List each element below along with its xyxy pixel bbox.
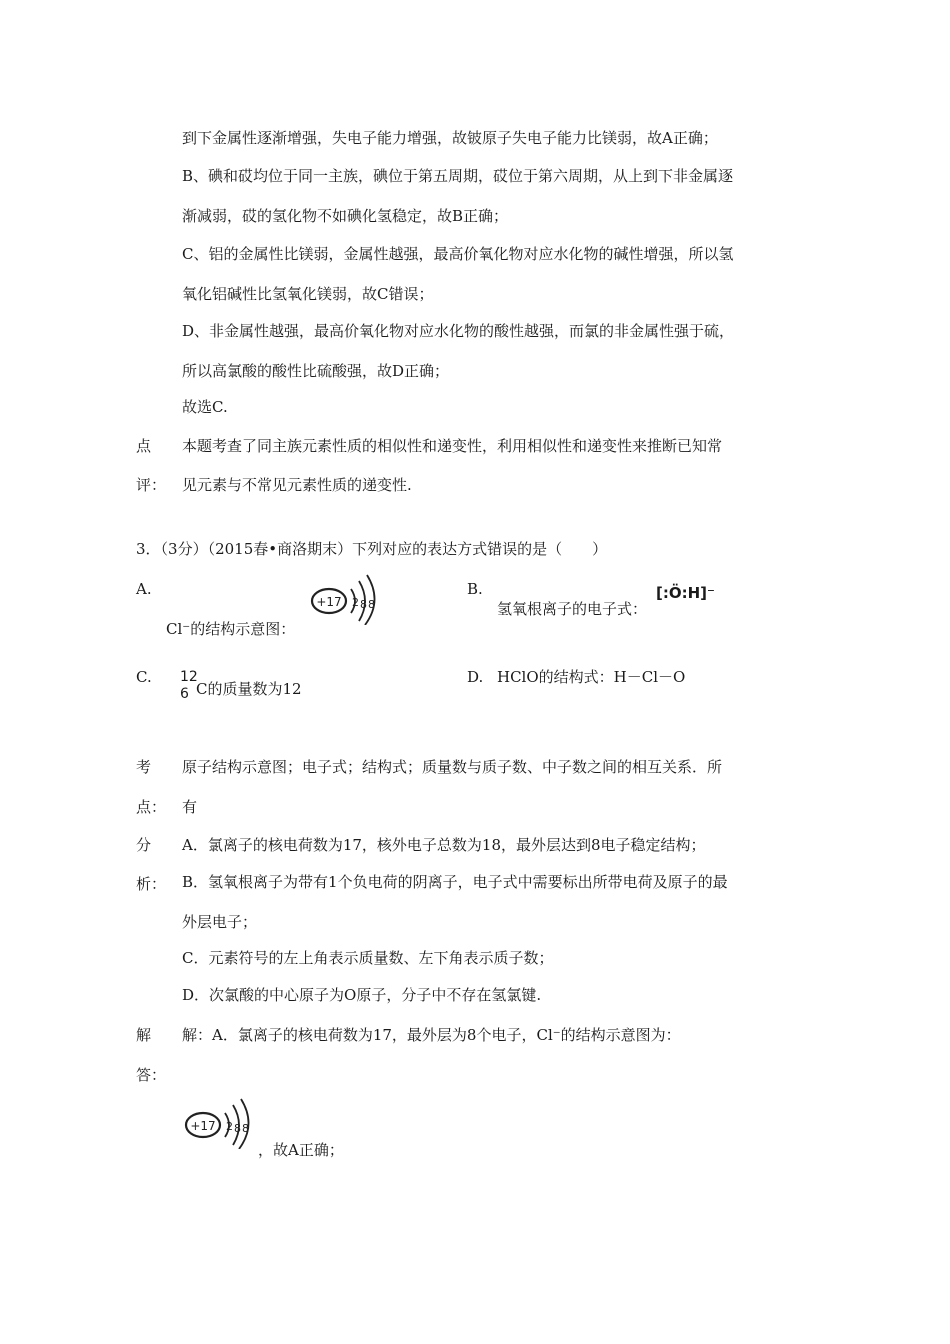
- shell-electrons: 8: [234, 1122, 241, 1135]
- prev-answer-line: 渐减弱，砹的氢化物不如碘化氢稳定，故B正确；: [182, 207, 509, 225]
- option-b-label: B.: [467, 580, 483, 598]
- solution-line: 解：A．氯离子的核电荷数为17，最外层为8个电子，Cl⁻的结构示意图为：: [182, 1026, 681, 1044]
- nucleus-charge: +17: [190, 1119, 216, 1133]
- prev-answer-line: B、碘和砹均位于同一主族，碘位于第五周期，砹位于第六周期，从上到下非金属逐: [182, 167, 734, 185]
- option-a-text: Cl⁻的结构示意图：: [166, 620, 296, 638]
- analysis-label: 分: [136, 836, 152, 854]
- option-a-label: A.: [136, 580, 152, 598]
- option-d-label: D.: [467, 668, 484, 686]
- solution-label: 解: [136, 1026, 152, 1044]
- shell-electrons: 8: [368, 598, 375, 611]
- nucleus-charge: +17: [316, 595, 342, 609]
- analysis-point-label: 点：: [136, 798, 167, 816]
- prev-answer-line: 到下金属性逐渐增强，失电子能力增强，故铍原子失电子能力比镁弱，故A正确；: [182, 129, 718, 147]
- shell-electrons: 8: [360, 598, 367, 611]
- analysis-line: C．元素符号的左上角表示质量数、左下角表示质子数；: [182, 949, 554, 967]
- option-d-text: HClO的结构式：H－Cl－O: [497, 668, 686, 686]
- option-c-mass-number: 12: [180, 669, 198, 685]
- analysis-line: B．氢氧根离子为带有1个负电荷的阴离子，电子式中需要标出所带电荷及原子的最: [182, 873, 728, 891]
- analysis-point-label: 考: [136, 758, 152, 776]
- comment-line: 见元素与不常见元素性质的递变性.: [182, 476, 412, 494]
- option-b-text: 氢氧根离子的电子式：: [497, 600, 648, 618]
- comment-label: 评：: [136, 476, 167, 494]
- option-c-text: C的质量数为12: [196, 680, 302, 698]
- prev-answer-line: 氧化铝碱性比氢氧化镁弱，故C错误；: [182, 285, 434, 303]
- shell-electrons: 2: [226, 1120, 233, 1133]
- prev-answer-line: 所以高氯酸的酸性比硫酸强，故D正确；: [182, 362, 450, 380]
- comment-line: 本题考查了同主族元素性质的相似性和递变性，利用相似性和递变性来推断已知常: [182, 437, 723, 455]
- analysis-label: 析：: [136, 875, 167, 893]
- prev-answer-line: D、非金属性越强，最高价氧化物对应水化物的酸性越强，而氯的非金属性强于硫，: [182, 322, 735, 340]
- analysis-line: A．氯离子的核电荷数为17，核外电子总数为18，最外层达到8电子稳定结构；: [182, 836, 706, 854]
- solution-atom-diagram: [181, 1095, 267, 1149]
- option-a-atom-diagram: [307, 571, 393, 625]
- analysis-line: 外层电子；: [182, 913, 258, 931]
- shell-electrons: 8: [242, 1122, 249, 1135]
- option-b-formula: [:Ö:H]⁻: [656, 584, 715, 602]
- shell-electrons: 2: [352, 596, 359, 609]
- analysis-point-line: 有: [182, 798, 198, 816]
- option-c-label: C.: [136, 668, 152, 686]
- analysis-line: D．次氯酸的中心原子为O原子，分子中不存在氢氯键.: [182, 986, 542, 1004]
- option-c-atomic-number: 6: [180, 686, 189, 702]
- prev-answer-line: 故选C.: [182, 398, 228, 416]
- analysis-point-line: 原子结构示意图；电子式；结构式；质量数与质子数、中子数之间的相互关系．所: [182, 758, 723, 776]
- solution-label: 答：: [136, 1066, 167, 1084]
- prev-answer-line: C、铝的金属性比镁弱，金属性越强，最高价氧化物对应水化物的碱性增强，所以氢: [182, 245, 734, 263]
- comment-label: 点: [136, 437, 152, 455]
- solution-line: ，故A正确；: [258, 1141, 344, 1159]
- question-stem: 3．（3分）（2015春•商洛期末）下列对应的表达方式错误的是（ ）: [136, 540, 608, 558]
